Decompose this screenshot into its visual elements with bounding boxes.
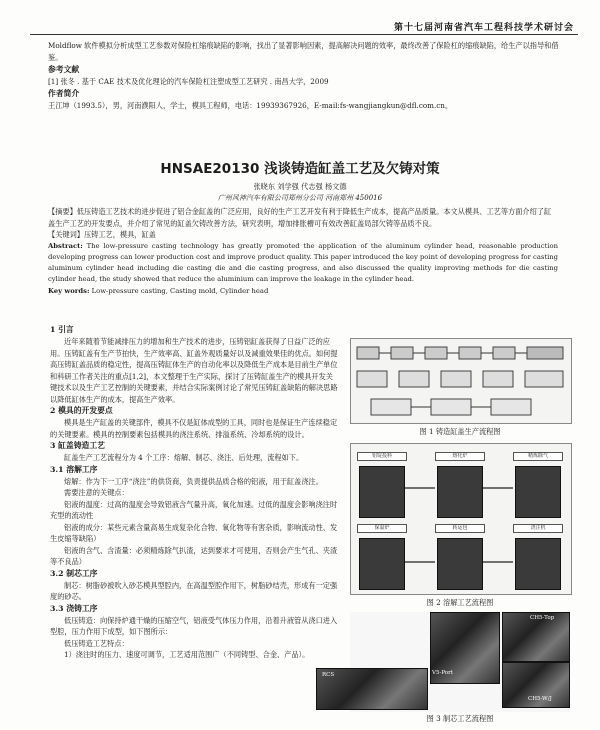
body-left-column [50, 324, 340, 661]
author-bio-heading: 作者简介 [48, 88, 80, 98]
fig2-box-degas: 精炼除气 [513, 452, 563, 461]
fig2-box-holding: 保温炉 [357, 524, 407, 533]
paper-authors: 张晓东 刘学强 代志强 杨文德 [253, 182, 347, 191]
figure-2-melting-flow [350, 443, 572, 595]
abstract-en [48, 241, 558, 285]
section-3-3-text-c: 1）浇注时的压力、速度可调节，工艺适用范围广（不同铸型、合金、产品）。 [64, 650, 310, 659]
section-3-1-text-b: 需要注意的关键点： [64, 488, 129, 497]
keywords-cn: 【关键词】压铸工艺，模具，缸盖 [48, 230, 156, 239]
fig3-label-rcs: RCS [322, 672, 335, 678]
prev-tail-text: Moldflow 软件模拟分析成型工艺参数对保险杠缩痕缺陷的影响，找出了显著影响因素，提高解决问题的效率，最终改善了保险杠的缩痕缺陷，给生产以指导和借鉴。 [48, 41, 559, 62]
section-2-text: 模具是生产缸盖的关键部件，模具不仅是缸体成型的工具，同时也是保证生产连续稳定的关键要素。模具的控制要素包括模具的浇注系统、排溢系统、冷却系统的设计。 [50, 418, 338, 439]
figure-3-caption: 图 3 制芯工艺流程图 [426, 714, 494, 723]
fig1-station [357, 371, 387, 387]
paper-affiliation: 广州风神汽车有限公司郑州分公司 河南郑州 450016 [217, 194, 383, 202]
fig1-station [371, 399, 411, 415]
abstract-block [48, 206, 558, 297]
fig2-box-melt-furnace: 熔化炉 [435, 452, 485, 461]
abstract-en-text: The low-pressure casting technology has greatly promoted the application of the aluminum cylinder head, reasonable production developing progress can lower production cost and improve product quality. This paper introduced the key point of developing progress for casting aluminum cylinder head including die casting die and die casting progress, and also discussed the quality improving methods for die casting cylinder head, the study showed that reduce the aluminium can improve the leakage in the cylinder head. [48, 241, 558, 283]
paper-title: HNSAE20130 浅谈铸造缸盖工艺及欠铸对策 [160, 161, 440, 177]
section-3-3-text-a: 低压铸造：向保持炉通干燥的压缩空气，铝液受气体压力作用，沿着升液管从浇口进入型腔，压力作用下成型，如下图所示： [50, 615, 338, 636]
references-heading: 参考文献 [48, 65, 80, 74]
previous-paper-tail [48, 40, 568, 111]
section-3-3-text-b: 低压铸造工艺特点： [64, 638, 129, 648]
section-3-2-text: 制芯：树脂砂被吹入砂芯模具型腔内，在高温型腔作用下，树脂砂结壳，形成有一定强度的砂芯。 [50, 580, 338, 601]
section-2-heading: 2 模具的开发要点 [50, 406, 113, 415]
fig3-label-ch5-wj: CH5-W/J [528, 696, 552, 702]
fig2-arrows [351, 444, 571, 594]
fig1-station [391, 347, 413, 359]
figure-1-caption: 图 1 铸造缸盖生产流程图 [419, 427, 501, 436]
abstract-en-label: Abstract: [48, 241, 83, 250]
section-3-1-text-d: 铝液的成分：某些元素含量高易生成复杂化合物、氧化物等有害杂质，影响流动性、发生皮缩等缺陷） [50, 522, 338, 543]
fig1-station [527, 347, 563, 359]
fig3-label-v5-port: V5-Port [432, 670, 453, 676]
figure-2-caption: 图 2 溶解工艺流程图 [426, 598, 494, 607]
fig2-box-pouring: 浇注机 [513, 524, 563, 533]
header-rule [30, 34, 578, 35]
fig1-station [425, 347, 447, 359]
fig1-station [441, 371, 471, 387]
fig1-station [493, 347, 515, 359]
fig1-station [431, 399, 471, 415]
fig2-box-ladle: 转运包 [435, 524, 485, 533]
reference-1: [1] 张冬 . 基于 CAE 技术及优化理论的汽车保险杠注塑成型工艺研究 . 南昌大学，2009 [48, 77, 329, 86]
figure-1-diagram [351, 339, 571, 423]
author-bio: 王江坤（1993.5），男，河南濮阳人，学士，模具工程师，电话：19939367926，E-mail:fs-wangjiangkun@dfl.com.cn。 [48, 100, 453, 110]
section-3-3-heading: 3.3 浇铸工序 [50, 603, 98, 613]
section-3-1-text-c: 铝液的温度：过高的温度会导致铝液含气量升高，氧化加速。过低的温度会影响浇注时充型的流动性 [50, 499, 338, 520]
figure-1-production-flow [350, 338, 572, 424]
keywords-en-label: Key words: [48, 286, 90, 295]
section-3-2-heading: 3.2 制芯工序 [50, 568, 98, 578]
fig3-label-ch5-top: CH5-Top [530, 615, 555, 621]
abstract-cn: 【摘要】低压铸造工艺技术的进步促进了铝合金缸盖的广泛应用，良好的生产工艺开发有利于降低生产成本，提高产品质量。本文从模具、工艺等方面介绍了缸盖生产工艺的开发要点，并介绍了常见的缸盖欠铸改善方法，研究表明，增加排胀槽可有效改善缸盖局部欠铸等品质不良。 [48, 207, 552, 228]
section-1-heading: 1 引言 [50, 325, 74, 334]
fig1-station [459, 347, 481, 359]
section-3-1-text-a: 熔解：作为下一工序“浇注”的供货商，负责提供品质合格的铝液，用于缸盖浇注。 [64, 476, 323, 486]
running-header: 第十七届河南省汽车工程科技学术研讨会 [393, 23, 574, 33]
keywords-en-text: Low-pressure casting, Casting mold, Cylinder head [91, 286, 269, 295]
fig2-box-ingot: 铝锭投料 [357, 452, 407, 461]
section-1-text: 近年来随着节能减排压力的增加和生产技术的进步，压铸铝缸盖获得了日益广泛的应用。压铸缸盖有生产节拍快，生产效率高、缸盖外观质量好以及减重效果佳的优点。如何提高压铸缸盖品质的稳定性，提高压铸缸体生产的自动化率以及降低生产成本是目前生产单位和科研工作者关注的重点[1,2]，本文整理于生产实际，探讨了压铸缸盖生产的模具开发关键技术以及生产工艺控制的关键要素，并结合实际案例讨论了常见压铸缸盖缺陷的解决思路以降低缸体生产的成本，提高生产效率。 [50, 337, 338, 404]
section-3-text: 缸盖生产工艺流程分为 4 个工序：熔解、制芯、浇注、后处理，流程如下。 [64, 453, 304, 462]
section-3-1-text-e: 铝液的含气、含渣量：必须精炼除气扒渣，达到要求才可使用，否则会产生气孔、夹渣等不良品） [50, 545, 338, 566]
section-3-heading: 3 缸盖铸造工艺 [50, 441, 105, 450]
fig1-station [525, 371, 563, 387]
fig1-station [491, 399, 531, 415]
fig1-station [357, 347, 379, 359]
fig1-station [399, 371, 429, 387]
fig1-station [483, 371, 513, 387]
section-3-1-heading: 3.1 溶解工序 [50, 464, 98, 474]
